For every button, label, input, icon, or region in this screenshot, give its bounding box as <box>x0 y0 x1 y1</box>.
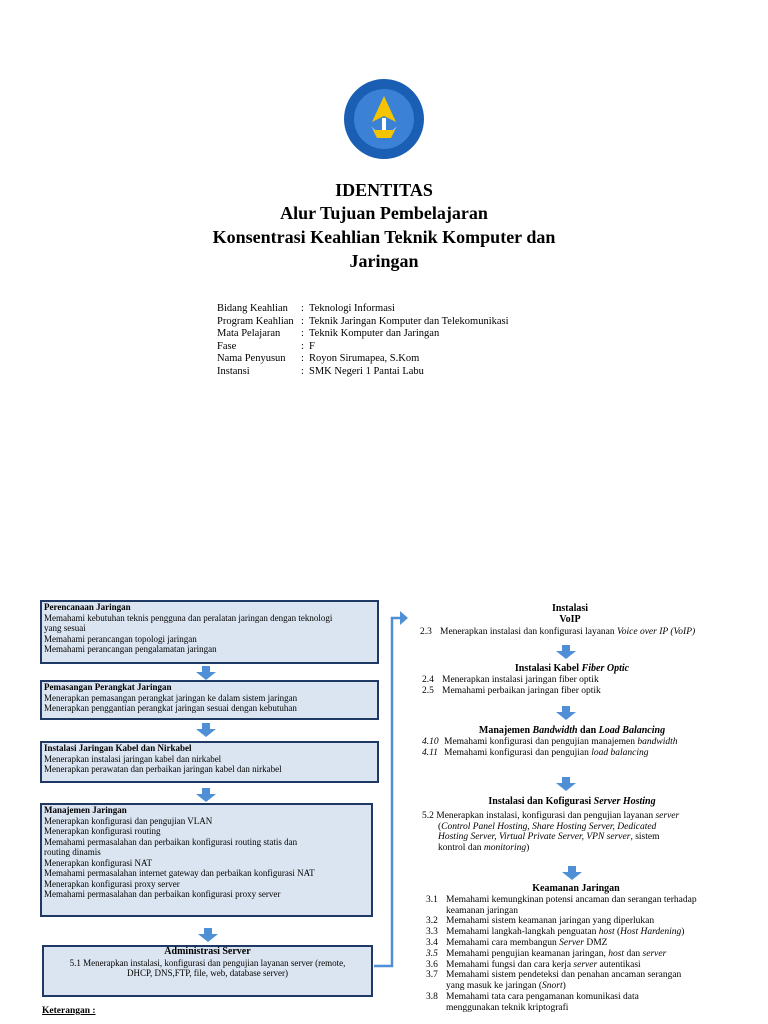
box-line: Menerapkan penggantian perangkat jaringan sesuai dengan kebutuhan <box>44 703 297 713</box>
list-item-cont <box>426 906 726 917</box>
item-text: Memahami konfigurasi dan pengujian manajemen <box>444 736 638 747</box>
item-number: 2.3 <box>420 626 432 637</box>
list-item <box>426 927 726 938</box>
item-number: 5.2 <box>422 810 434 821</box>
heading-text-italic: Bandwidth <box>532 725 578 736</box>
list-item <box>426 949 726 960</box>
down-arrow-icon <box>196 723 216 737</box>
identity-value: Teknologi Informasi <box>309 303 395 314</box>
item-number: 2.5 <box>422 685 434 696</box>
item-text: Memahami kemungkinan potensi ancaman dan serangan terhadap <box>446 894 697 905</box>
identity-sep: : <box>301 353 304 364</box>
item-number: 3.7 <box>426 970 438 981</box>
item-text-italic: Server <box>559 937 584 948</box>
box-instalasi-kabel-nirkabel <box>40 741 379 783</box>
item-number: 4.11 <box>422 747 438 758</box>
down-arrow-icon <box>556 706 576 720</box>
item-text: yang masuk ke jaringan ( <box>446 981 543 992</box>
doc-subtitle-3: Jaringan <box>349 251 419 271</box>
item-text: ( <box>438 821 442 832</box>
list-item <box>422 686 722 697</box>
item-text: keamanan jaringan <box>446 905 519 916</box>
list-item <box>422 748 722 759</box>
item-text-italic: server <box>573 959 598 970</box>
box-title: Pemasangan Perangkat Jaringan <box>44 682 172 692</box>
identity-label: Program Keahlian <box>217 315 294 327</box>
item-text: Memahami konfigurasi dan pengujian <box>444 747 592 758</box>
box-line: routing dinamis <box>44 847 101 857</box>
list-item <box>426 895 726 906</box>
item-text-italic: server <box>655 810 680 821</box>
list-item <box>426 970 726 981</box>
list-item <box>422 811 722 822</box>
item-text: Memahami langkah-langkah penguatan <box>446 927 599 938</box>
list-item <box>426 960 726 971</box>
box-line: Memahami perancangan topologi jaringan <box>44 633 197 644</box>
identity-row <box>217 303 509 316</box>
item-text: DMZ <box>583 937 608 948</box>
item-text: ) <box>562 981 566 992</box>
identity-sep: : <box>301 340 304 352</box>
section-bandwidth <box>422 726 722 758</box>
item-number: 2.4 <box>422 674 434 685</box>
box-line: Menerapkan konfigurasi dan pengujian VLAN <box>44 815 213 826</box>
item-text: Memahami pengujian keamanan jaringan, <box>446 948 609 959</box>
item-text: Memahami tata cara pengamanan komunikasi data <box>446 991 639 1002</box>
identity-row <box>217 328 509 341</box>
down-arrow-icon <box>198 928 218 942</box>
doc-title: IDENTITAS <box>335 180 433 200</box>
item-text: ) <box>681 927 685 938</box>
list-item <box>426 916 726 927</box>
item-text: Memahami sistem pendeteksi dan penahan ancaman serangan <box>446 970 682 981</box>
box-manajemen-jaringan <box>40 803 373 917</box>
box-perencanaan-jaringan <box>40 600 379 664</box>
item-text-italic: host <box>598 927 615 938</box>
box-line: Memahami kebutuhan teknis pengguna dan peralatan jaringan dengan teknologi <box>44 612 333 623</box>
item-text: Memahami sistem keamanan jaringan yang diperlukan <box>446 916 655 927</box>
identity-label: Instansi <box>217 365 250 377</box>
box-line: DHCP, DNS,FTP, file, web, database server) <box>127 968 288 978</box>
item-text: Memahami fungsi dan cara kerja <box>446 959 574 970</box>
identity-value: F <box>309 340 315 352</box>
identity-sep: : <box>301 365 304 377</box>
identity-table <box>217 303 509 378</box>
box-line: Memahami permasalahan dan perbaikan konfigurasi proxy server <box>44 889 281 899</box>
section-heading <box>422 726 722 737</box>
down-arrow-icon <box>556 777 576 791</box>
item-text-italic: Hosting Server, Virtual Private Server, VPN server <box>438 832 631 843</box>
identity-row <box>217 366 509 379</box>
box-line: Menerapkan instalasi jaringan kabel dan nirkabel <box>44 753 222 764</box>
box-administrasi-server <box>42 945 373 997</box>
heading-text-italic: Server Hosting <box>593 796 656 807</box>
identity-value: Teknik Komputer dan Jaringan <box>309 328 440 339</box>
section-fiber-optic <box>422 664 722 696</box>
item-text: ( <box>614 927 621 938</box>
list-item <box>420 627 720 638</box>
identity-label: Fase <box>217 340 237 352</box>
identity-label: Nama Penyusun <box>217 353 286 364</box>
section-heading: Keamanan Jaringan <box>532 883 620 894</box>
item-text: Menerapkan instalasi, konfigurasi dan pengujian layanan <box>436 810 656 821</box>
item-number: 3.1 <box>426 894 438 905</box>
item-number: 3.6 <box>426 959 438 970</box>
list-item <box>426 992 726 1003</box>
box-line: Menerapkan konfigurasi proxy server <box>44 878 180 889</box>
item-text: autentikasi <box>597 959 641 970</box>
box-line: Menerapkan pemasangan perangkat jaringan ke dalam sistem jaringan <box>44 692 298 703</box>
item-text: menggunakan teknik kriptografi <box>446 1002 569 1013</box>
item-text-italic: load balancing <box>591 747 649 758</box>
box-line: 5.1 Menerapkan instalasi, konfigurasi dan pengujian layanan server (remote, <box>69 957 346 968</box>
item-text-italic: server <box>642 948 667 959</box>
item-number: 3.5 <box>426 948 438 959</box>
tut-wuri-handayani-logo <box>343 78 425 160</box>
item-text: , sistem <box>630 832 660 843</box>
footer-label: Keterangan : <box>42 1006 96 1016</box>
identity-row <box>217 353 509 366</box>
section-heading: VoIP <box>559 613 581 625</box>
identity-sep: : <box>301 328 304 339</box>
identity-value: Royon Sirumapea, S.Kom <box>309 353 420 364</box>
list-item <box>426 938 726 949</box>
box-line: yang sesuai <box>44 623 86 633</box>
item-text: Menerapkan instalasi dan konfigurasi layanan <box>440 626 618 637</box>
section-heading: Instalasi <box>551 603 589 614</box>
down-arrow-icon <box>196 666 216 680</box>
identity-sep: : <box>301 303 304 314</box>
list-item-cont <box>422 832 722 843</box>
box-line: Menerapkan konfigurasi routing <box>44 826 161 836</box>
item-text-italic: Voice over IP (VoIP) <box>617 626 696 637</box>
heading-text-italic: Load Balancing <box>598 725 666 736</box>
list-item-cont <box>426 1003 726 1014</box>
list-item <box>422 675 722 686</box>
item-text: dan <box>624 948 643 959</box>
box-line: Menerapkan konfigurasi NAT <box>44 857 152 868</box>
item-text-italic: monitoring <box>483 843 527 854</box>
section-server-hosting <box>422 797 722 854</box>
item-number: 3.8 <box>426 991 438 1002</box>
item-text: Memahami perbaikan jaringan fiber optik <box>442 685 601 696</box>
identity-sep: : <box>301 315 304 327</box>
identity-row <box>217 316 509 329</box>
item-text-italic: Host Hardening <box>620 927 682 938</box>
box-title: Perencanaan Jaringan <box>44 602 131 612</box>
heading-text-italic: Fiber Optic <box>581 663 630 674</box>
box-line: Memahami perancangan pengalamatan jaringan <box>44 644 217 654</box>
heading-text: Instalasi Kabel <box>514 663 582 674</box>
box-line: Memahami permasalahan dan perbaikan konfigurasi routing statis dan <box>44 836 298 847</box>
section-heading <box>422 664 722 675</box>
item-number: 3.2 <box>426 916 438 927</box>
identity-label: Mata Pelajaran <box>217 328 281 339</box>
doc-subtitle: Alur Tujuan Pembelajaran <box>280 203 488 223</box>
keterangan-label <box>42 1006 96 1017</box>
item-text-italic: Control Panel Hosting, Share Hosting Server, Dedicated <box>441 821 657 832</box>
section-heading <box>422 797 722 808</box>
item-number: 4.10 <box>422 736 439 747</box>
section-voip <box>420 604 720 637</box>
list-item-cont <box>422 822 722 833</box>
box-title: Instalasi Jaringan Kabel dan Nirkabel <box>44 743 192 753</box>
item-text-italic: bandwidth <box>637 736 678 747</box>
box-pemasangan-perangkat <box>40 680 379 720</box>
list-item <box>422 737 722 748</box>
identity-row <box>217 341 509 354</box>
connector-arrow-icon <box>372 606 408 972</box>
doc-subtitle-2: Konsentrasi Keahlian Teknik Komputer dan <box>212 227 556 247</box>
identity-value: SMK Negeri 1 Pantai Labu <box>309 365 424 377</box>
item-number: 3.4 <box>426 937 438 948</box>
down-arrow-icon <box>196 788 216 802</box>
item-text: ) <box>526 843 530 854</box>
box-title: Administrasi Server <box>164 946 251 957</box>
list-item-cont <box>422 843 722 854</box>
item-text: kontrol dan <box>438 843 484 854</box>
identity-label: Bidang Keahlian <box>217 303 288 314</box>
item-number: 3.3 <box>426 927 438 938</box>
item-text: Memahami cara membangun <box>446 937 560 948</box>
item-text-italic: host <box>608 948 625 959</box>
down-arrow-icon <box>562 866 582 880</box>
box-title: Manajemen Jaringan <box>44 805 127 815</box>
section-keamanan-jaringan <box>426 884 726 1014</box>
box-line: Memahami permasalahan internet gateway dan perbaikan konfigurasi NAT <box>44 868 315 878</box>
list-item-cont <box>426 981 726 992</box>
identity-value: Teknik Jaringan Komputer dan Telekomunikasi <box>309 315 509 327</box>
heading-text: Instalasi dan Kofigurasi <box>488 796 594 807</box>
item-text-italic: Snort <box>542 981 563 992</box>
heading-text: Manajemen <box>478 725 533 736</box>
heading-text: dan <box>577 725 599 736</box>
box-line: Menerapkan perawatan dan perbaikan jaringan kabel dan nirkabel <box>44 764 282 774</box>
item-text: Menerapkan instalasi jaringan fiber optik <box>442 674 599 685</box>
down-arrow-icon <box>556 645 576 659</box>
